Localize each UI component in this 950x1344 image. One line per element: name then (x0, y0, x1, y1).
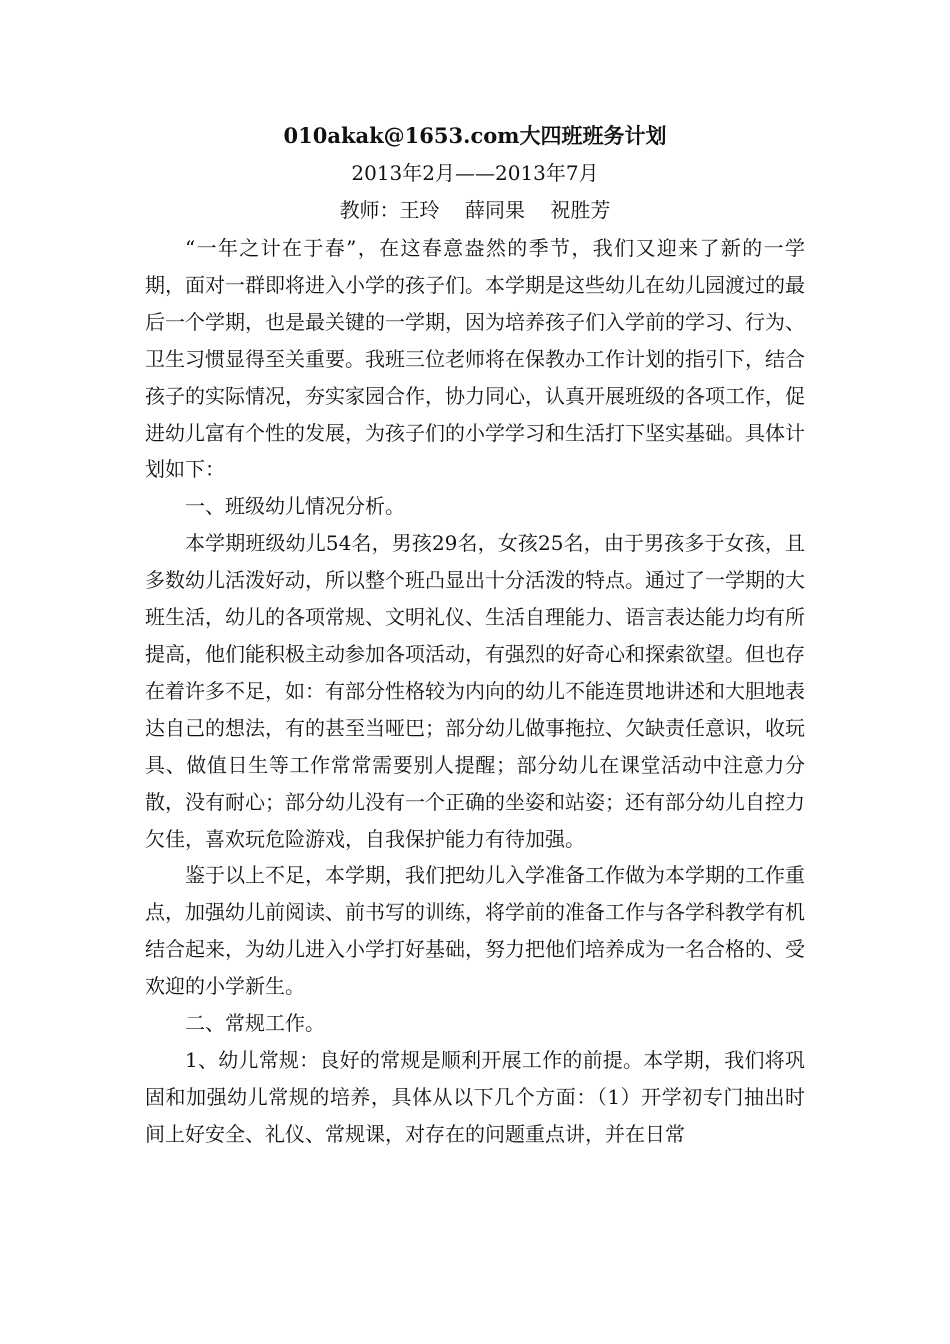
document-title: 010akak@1653.com大四班班务计划 (283, 123, 667, 148)
paragraph-analysis: 本学期班级幼儿54名，男孩29名，女孩25名，由于男孩多于女孩，且多数幼儿活泼好动，所以整个班凸显出十分活泼的特点。通过了一学期的大班生活，幼儿的各项常规、文明礼仪、生活自理能力、语言表达能力均有所提高，他们能积极主动参加各项活动，有强烈的好奇心和探索欲望。但也存在着许多不足，如：有部分性格较为内向的幼儿不能连贯地讲述和大胆地表达自己的想法，有的甚至当哑巴；部分幼儿做事拖拉、欠缺责任意识，收玩具、做值日生等工作常常需要别人提醒；部分幼儿在课堂活动中注意力分散，没有耐心；部分幼儿没有一个正确的坐姿和站姿；还有部分幼儿自控力欠佳，喜欢玩危险游戏，自我保护能力有待加强。 (145, 531, 805, 851)
document-dates: 2013年2月——2013年7月 (351, 161, 599, 185)
section-heading-1: 一、班级幼儿情况分析。 (185, 494, 405, 519)
paragraph-focus: 鉴于以上不足，本学期，我们把幼儿入学准备工作做为本学期的工作重点，加强幼儿前阅读、前书写的训练，将学前的准备工作与各学科教学有机结合起来，为幼儿进入小学打好基础，努力把他们培养成为一名合格的、受欢迎的小学新生。 (145, 863, 805, 999)
document-body (145, 230, 805, 1153)
section-heading-2: 二、常规工作。 (185, 1011, 325, 1036)
paragraph-routine: 1、幼儿常规：良好的常规是顺利开展工作的前提。本学期，我们将巩固和加强幼儿常规的培养，具体从以下几个方面：（1）开学初专门抽出时间上好安全、礼仪、常规课，对存在的问题重点讲，并在日常 (145, 1047, 805, 1146)
document-teachers: 教师：王玲 薛同果 祝胜芳 (339, 198, 611, 222)
paragraph-intro: “一年之计在于春”，在这春意盎然的季节，我们又迎来了新的一学期，面对一群即将进入小学的孩子们。本学期是这些幼儿在幼儿园渡过的最后一个学期，也是最关键的一学期，因为培养孩子们入学前的学习、行为、卫生习惯显得至关重要。我班三位老师将在保教办工作计划的指引下，结合孩子的实际情况，夯实家园合作，协力同心，认真开展班级的各项工作，促进幼儿富有个性的发展，为孩子们的小学学习和生活打下坚实基础。具体计划如下： (145, 236, 805, 482)
